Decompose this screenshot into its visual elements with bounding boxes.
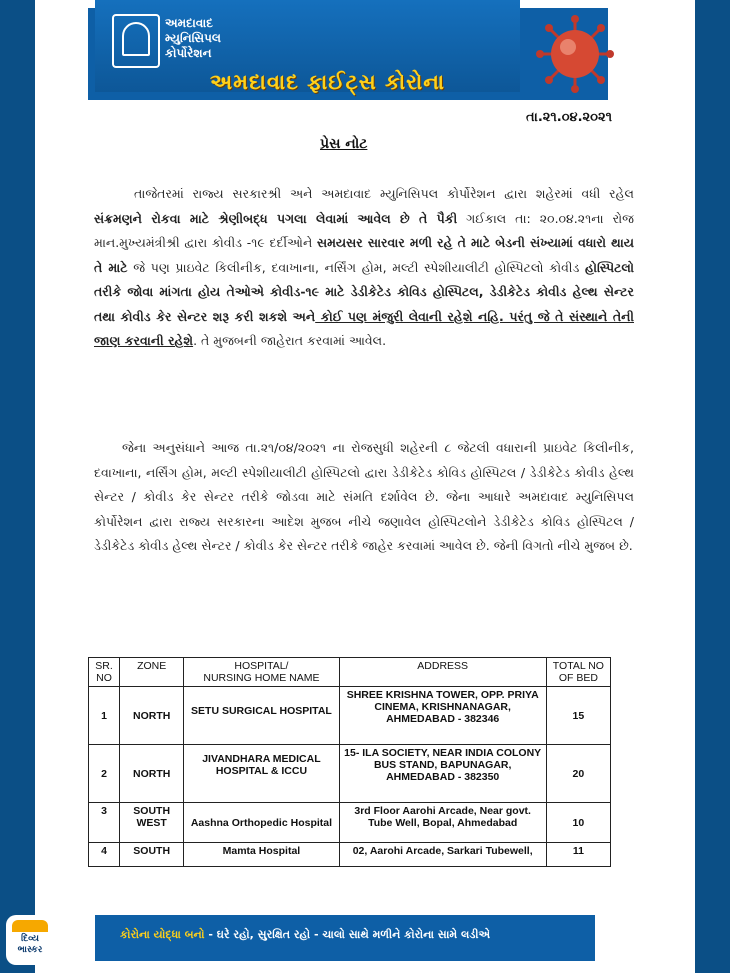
col-srno: SR. NO bbox=[89, 658, 120, 687]
table-row: 2 NORTH JIVANDHARA MEDICAL HOSPITAL & ICCU 15- ILA SOCIETY, NEAR INDIA COLONY BUS STAND, BAPUNAGAR, AHMEDABAD - 382350 20 bbox=[89, 745, 611, 803]
col-address: ADDRESS bbox=[339, 658, 546, 687]
coronavirus-icon bbox=[535, 14, 615, 94]
press-date: તા.૨૧.૦૪.૨૦૨૧ bbox=[526, 110, 612, 125]
table-header-row bbox=[89, 658, 611, 687]
logo-accent bbox=[12, 920, 48, 932]
table-row: 3 SOUTH WEST Aashna Orthopedic Hospital 3rd Floor Aarohi Arcade, Near govt. Tube Well, Bopal, Ahmedabad 10 bbox=[89, 803, 611, 843]
logo-text: દિવ્ય ભાસ્કર bbox=[17, 934, 43, 955]
org-name: અમદાવાદ મ્યુનિસિપલ કોર્પોરેશન bbox=[165, 16, 221, 60]
footer-slogan: કોરોના યોદ્ધા બનો - ઘરે રહો, સુરક્ષિત રહો - ચાલો સાથે મળીને કોરોના સામે લડીએ bbox=[120, 928, 491, 941]
paragraph-1: તાજેતરમાં રાજ્ય સરકારશ્રી અને અમદાવાદ મ્યુનિસિપલ કોર્પોરેશન દ્વારા શહેરમાં વધી રહેલ સંક્રમણને રોકવા માટે શ્રેણીબદ્ધ પગલા લેવામાં આવેલ છે તે પૈકી ગઈકાલ તા: ૨૦.૦૪.૨૧ના રોજ માન.મુખ્યમંત્રીશ્રી દ્વારા કોવીડ -૧૯ દર્દીઓને સમયસર સારવાર મળી રહે તે માટે બેડની સંખ્યામાં વધારો થાય તે માટે જે પણ પ્રાઇવેટ કિલીનીક, દવાખાના, નર્સિંગ હોમ, મલ્ટી સ્પેશીયાલીટી હોસ્પિટલો કોવીડ હોસ્પિટલો તરીકે જોવા માંગતા હોય તેઓએ કોવીડ-૧૯ માટે ડેડીકેટેડ કોવિડ હોસ્પિટલ, ડેડીકેટેડ કોવીડ હેલ્થ સેન્ટર તથા કોવીડ કેર સેન્ટર શરૂ કરી શકશે અને કોઈ પણ મંજુરી લેવાની રહેશે નહિ. પરંતુ જે તે સંસ્થાને તેની જાણ કરવાની રહેશે. તે મુજબની જાહેરાત કરવામાં આવેલ. bbox=[94, 186, 635, 348]
amc-logo bbox=[112, 14, 160, 68]
headline: અમદાવાદ ફાઈટ્સ કોરોના bbox=[210, 70, 446, 94]
col-beds: TOTAL NO OF BED bbox=[546, 658, 610, 687]
table-row: 4 SOUTH Mamta Hospital 02, Aarohi Arcade, Sarkari Tubewell, 11 bbox=[89, 843, 611, 867]
page-title: પ્રેસ નોટ bbox=[320, 136, 368, 152]
hospital-table bbox=[88, 657, 611, 867]
table-row: 1 NORTH SETU SURGICAL HOSPITAL SHREE KRISHNA TOWER, OPP. PRIYA CINEMA, KRISHNANAGAR, AHMEDABAD - 382346 15 bbox=[89, 687, 611, 745]
col-zone: ZONE bbox=[120, 658, 184, 687]
col-hospital: HOSPITAL/ NURSING HOME NAME bbox=[184, 658, 339, 687]
paragraph-2: જેના અનુસંધાને આજ તા.૨૧/૦૪/૨૦૨૧ ના રોજસુધી શહેરની ૮ જેટલી વધારાની પ્રાઇવેટ કિલીનીક, દવાખાના, નર્સિંગ હોમ, મલ્ટી સ્પેશીયાલીટી હોસ્પિટલો દ્વારા ડેડીકેટેડ કોવિડ હોસ્પિટલ / ડેડીકેટેડ કોવીડ હેલ્થ સેન્ટર / કોવીડ કેર સેન્ટર તરીકે જોડવા માટે સંમતિ દર્શાવેલ છે. જેના આધારે અમદાવાદ મ્યુનિસિપલ કોર્પોરેશન દ્વારા રાજ્ય સરકારના આદેશ મુજબ નીચે જણાવેલ હોસ્પિટલોને ડેડીકેટેડ કોવિડ હોસ્પિટલ / ડેડીકેટેડ કોવીડ હેલ્થ સેન્ટર / કોવીડ કેર સેન્ટર તરીકે જાહેર કરવામાં આવેલ છે. જેની વિગતો નીચે મુજબ છે. bbox=[94, 440, 634, 553]
